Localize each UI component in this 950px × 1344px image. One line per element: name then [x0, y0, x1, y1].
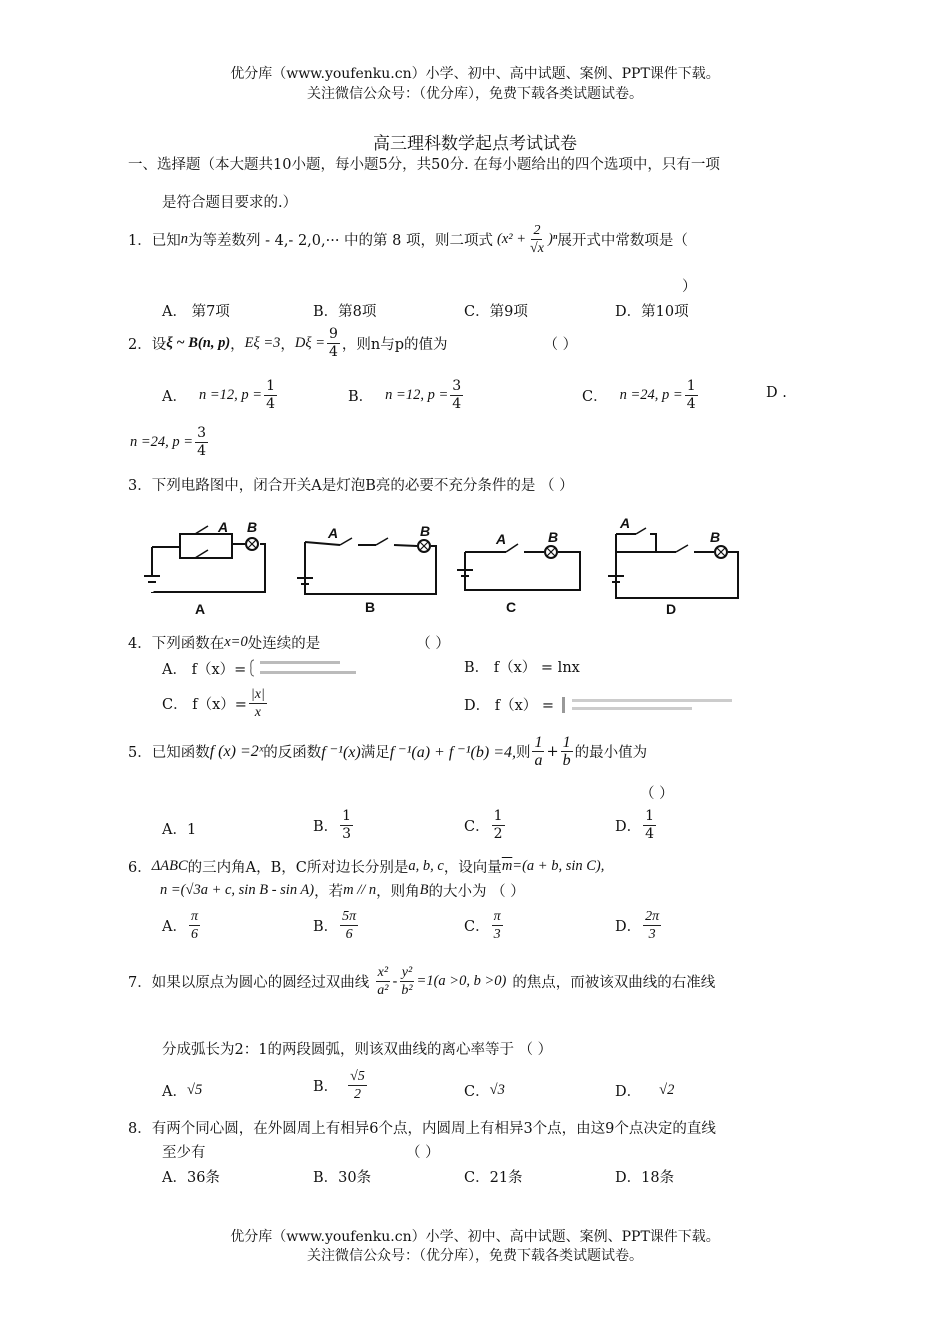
q4-option-c-den: x [254, 705, 261, 720]
q5-option-c [464, 808, 507, 843]
q2-variance-num: 9 [328, 326, 338, 342]
q8-option-c: C．21条 [464, 1170, 523, 1186]
q7-option-b-num: √5 [350, 1069, 365, 1084]
circuit-c-switch-label: A [496, 531, 507, 547]
q6-vector-m-def: =(a + b, sin C), [512, 858, 605, 874]
q2-option-a-label: A． [162, 389, 187, 405]
header-line-1: 优分库（www.youfenku.cn）小学、初中、高中试题、案例、PPT课件下载。 [230, 66, 720, 82]
q2-option-b-math: n =12, p = [385, 387, 449, 403]
q1-option-d: D．第10项 [615, 304, 689, 320]
q1-n: n [180, 231, 188, 247]
q2-option-a-num: 1 [266, 378, 275, 394]
q1-stem-b: 为等差数列 - 4,- 2,0,··· 中的第 8 项，则二项式 [187, 233, 493, 249]
q7-option-c-label: C． [464, 1084, 490, 1100]
circuit-label-b: B [365, 599, 376, 615]
q5-condition: f ⁻¹(a) + f ⁻¹(b) =4, [389, 743, 516, 761]
q4-option-c [162, 686, 269, 721]
q6-stem-f: 的大小为 （ ） [428, 884, 525, 900]
q5-frac-2-num: 1 [562, 734, 571, 751]
q5-option-b-frac [340, 808, 353, 843]
q6-stem-b: 的三内角A，B，C所对边长分别是 [187, 860, 409, 876]
q1-stem-c: 展开式中常数项是（ [557, 233, 688, 249]
q2-option-c-den: 4 [686, 396, 696, 412]
circuit-label-d: D [666, 601, 677, 617]
q2-distribution: ξ ~ B(n, p) [166, 335, 231, 351]
q2-variance-frac [327, 326, 340, 361]
q7-condition: =1(a >0, b >0) [416, 973, 507, 989]
q6-vector-n-def: n =(√3a + c, sin B - sin A) [160, 882, 315, 898]
q6-stem-a: 6． [128, 860, 152, 876]
circuit-b [297, 538, 436, 594]
q4-option-d [464, 694, 750, 715]
q8-option-b: B．30条 [313, 1170, 372, 1186]
q2-option-d [130, 425, 210, 460]
q8-option-d: D．18条 [615, 1170, 675, 1186]
q2-option-a-den: 4 [266, 396, 275, 412]
q6-option-a [162, 908, 202, 943]
q7-option-b-label: B． [313, 1079, 339, 1095]
q7-option-a [162, 1080, 202, 1101]
q6-option-c [464, 908, 505, 943]
q6-option-b-label: B． [313, 919, 339, 935]
circuit-b-switch-label: A [328, 525, 339, 541]
q2-option-d-math: n =24, p = [130, 434, 194, 450]
q8-stem-b: 至少有 [162, 1145, 206, 1161]
page-title: 高三理科数学起点考试试卷 [373, 134, 577, 154]
q1-frac-num: 2 [533, 223, 541, 238]
circuit-a-bulb-label: B [247, 519, 258, 535]
q7-frac-x-den: a² [377, 983, 389, 998]
q2-option-a-math: n =12, p = [198, 387, 263, 403]
q5-option-d-den: 4 [645, 826, 655, 842]
question-2-stem [128, 326, 577, 361]
q4-option-a-label: A． f（x）= [162, 661, 247, 678]
circuit-c-bulb-label: B [548, 529, 559, 545]
section-heading-line-1: 一、选择题（本大题共10小题，每小题5分，共50分. 在每小题给出的四个选项中，只有一项 [128, 157, 720, 173]
q5-frac-2 [561, 734, 573, 769]
q2-option-b-num: 3 [452, 378, 462, 394]
q6-option-d-frac [643, 908, 661, 943]
q6-option-d-label: D． [615, 919, 642, 935]
q2-option-a [162, 378, 279, 413]
q6-option-c-label: C． [464, 919, 490, 935]
q5-frac-1-den: a [534, 752, 543, 769]
q6-parallel: m // n [343, 882, 377, 898]
q4-option-c-frac [249, 686, 267, 721]
q4-option-b: B． f（x） = lnx [464, 660, 580, 676]
question-1-stem [128, 222, 688, 257]
q5-option-b [313, 808, 355, 843]
q7-stem-a: 7．如果以原点为圆心的圆经过双曲线 [128, 975, 370, 991]
q5-stem-a: 5．已知函数 [128, 745, 210, 761]
q1-expr: (x² + [497, 231, 527, 247]
q1-frac-den: √x [530, 241, 544, 256]
q6-stem-c: ，设向量 [443, 860, 502, 876]
q2-option-d-frac [195, 425, 208, 460]
q2-option-b [348, 378, 465, 413]
q6-option-b-den: 6 [345, 927, 353, 942]
q6-option-a-den: 6 [190, 927, 198, 942]
q5-frac-1-num: 1 [534, 734, 543, 751]
question-5-stem [128, 734, 647, 769]
q6-option-c-frac [492, 908, 503, 943]
q6-option-a-frac [189, 908, 200, 943]
q7-option-b-frac [348, 1068, 367, 1103]
q2-stem-a: 2．设 [128, 337, 167, 353]
q6-vector-m: $\overline{m}$ [501, 858, 513, 874]
q6-option-b [313, 908, 360, 943]
q5-option-d-num: 1 [645, 808, 655, 824]
q1-expr-tail: )ⁿ [547, 231, 558, 247]
q6-stem-d: ，若 [314, 884, 344, 900]
q5-frac-2-den: b [562, 752, 571, 769]
q2-option-b-frac [450, 378, 463, 413]
q8-paren: （ ） [406, 1145, 440, 1161]
q2-stem-b: ，则n与p的值为 [341, 337, 448, 353]
q4-option-d-piecewise-image [560, 695, 750, 715]
q7-frac-x-num: x² [377, 965, 389, 980]
circuit-label-c: C [506, 599, 517, 615]
q2-variance: Dξ = [294, 335, 325, 351]
q5-function: f (x) =2ˣ [209, 742, 264, 760]
q2-option-c-label: C． [582, 389, 608, 405]
q5-option-d [615, 808, 658, 843]
q5-frac-1 [532, 734, 544, 769]
q2-option-c-math: n =24, p = [619, 387, 683, 403]
q5-option-b-label: B． [313, 819, 339, 835]
q6-option-b-frac [340, 908, 358, 943]
question-3-stem: 3．下列电路图中，闭合开关A是灯泡B亮的必要不充分条件的是 （ ） [128, 478, 574, 494]
q2-option-c-frac [685, 378, 698, 413]
q4-stem-b: 处连续的是 [247, 636, 321, 652]
circuit-d-bulb-label: B [710, 529, 721, 545]
q6-option-d-den: 3 [648, 927, 656, 942]
q5-plus: + [546, 743, 559, 760]
q6-option-d [615, 908, 663, 943]
q5-inverse: f ⁻¹(x) [321, 743, 361, 761]
q7-option-d-math: √2 [659, 1082, 675, 1098]
header-line-2: 关注微信公众号：（优分库），免费下载各类试题试卷。 [307, 86, 643, 102]
q2-sep2: ， [280, 337, 295, 353]
q1-option-a: A． 第7项 [162, 304, 230, 320]
q8-option-a: A．36条 [162, 1170, 220, 1186]
q7-minus: - [392, 973, 398, 990]
circuit-b-bulb-label: B [420, 523, 431, 539]
circuit-a [144, 526, 265, 592]
q5-option-d-frac [643, 808, 656, 843]
q2-sep1: ， [230, 337, 245, 353]
q2-option-c-num: 1 [686, 378, 696, 394]
q1-option-c: C．第9项 [464, 304, 528, 320]
q6-option-a-num: π [190, 909, 198, 924]
q5-option-d-label: D． [615, 819, 642, 835]
section-heading-line-2: 是符合题目要求的.） [162, 195, 298, 211]
q6-option-c-den: 3 [493, 927, 501, 942]
q5-stem-d: 则 [515, 745, 531, 761]
q7-frac-y-den: b² [401, 983, 413, 998]
circuit-diagrams [140, 512, 760, 620]
circuit-a-switch-label: A [218, 519, 229, 535]
q2-paren: （ ） [543, 337, 578, 353]
q7-option-b-den: 2 [354, 1087, 361, 1102]
q5-stem-e: 的最小值为 [574, 745, 648, 761]
q4-option-a [162, 656, 360, 680]
q5-option-a: A．1 [162, 822, 197, 838]
q2-option-b-den: 4 [452, 396, 462, 412]
q5-option-c-frac [492, 808, 505, 843]
q2-option-d-den: 4 [197, 443, 206, 459]
q4-option-c-label: C． f（x）= [162, 697, 247, 713]
q7-frac-x [375, 964, 390, 999]
q4-stem-a: 4．下列函数在 [128, 636, 225, 652]
q7-option-a-math: √5 [186, 1082, 203, 1098]
q6-option-b-num: 5π [342, 909, 357, 924]
q5-option-c-num: 1 [493, 808, 503, 824]
q7-option-c-math: √3 [489, 1082, 505, 1098]
q6-option-a-label: A． [162, 919, 187, 935]
q4-x0: x=0 [224, 634, 248, 650]
q2-option-c [582, 378, 700, 413]
q4-option-c-num: |x| [250, 687, 265, 702]
q2-option-d-num: 3 [197, 425, 206, 441]
q4-paren: （ ） [416, 636, 450, 652]
q7-option-c [464, 1080, 505, 1101]
q2-option-d-label: D . [766, 385, 787, 401]
question-8-stem: 8．有两个同心圆，在外圆周上有相异6个点，内圆周上有相异3个点，由这9个点决定的直线 [128, 1121, 716, 1137]
q6-sides: a, b, c [408, 858, 444, 874]
q6-triangle: ΔABC [151, 858, 188, 874]
q2-option-a-frac [264, 378, 277, 413]
q6-option-c-num: π [493, 909, 501, 924]
q7-stem-b: 的焦点，而被该双曲线的右准线 [512, 975, 716, 991]
q4-option-d-label: D． f（x） = [464, 698, 555, 714]
q4-option-a-piecewise-image [250, 656, 360, 680]
q1-option-b: B．第8项 [313, 304, 377, 320]
q7-option-d-label: D． [615, 1084, 642, 1100]
q7-option-a-label: A． [162, 1084, 187, 1100]
q6-option-d-num: 2π [645, 909, 660, 924]
question-6-stem-line-2 [160, 880, 525, 901]
circuit-c [457, 544, 580, 590]
question-4-stem [128, 632, 450, 653]
q2-expectation: Eξ =3 [244, 335, 281, 351]
q2-option-b-label: B． [348, 389, 374, 405]
q1-fraction [528, 222, 546, 257]
q7-option-b [313, 1068, 369, 1103]
q7-option-d [615, 1080, 674, 1101]
circuit-d-switch-label: A [620, 515, 631, 531]
footer-line-1: 优分库（www.youfenku.cn）小学、初中、高中试题、案例、PPT课件下载。 [230, 1229, 720, 1245]
q5-stem-c: 满足 [360, 745, 390, 761]
question-7-stem [128, 964, 715, 999]
q2-variance-den: 4 [328, 344, 338, 360]
q6-stem-e: ，则角 [376, 884, 420, 900]
q5-paren: （ ） [640, 786, 674, 802]
q6-angle-b: B [419, 882, 429, 898]
q5-option-b-num: 1 [342, 808, 352, 824]
q5-option-c-label: C． [464, 819, 490, 835]
q5-option-b-den: 3 [342, 826, 352, 842]
footer-line-2: 关注微信公众号：（优分库），免费下载各类试题试卷。 [307, 1248, 643, 1264]
q5-stem-b: 的反函数 [263, 745, 322, 761]
q1-stem-a: 1．已知 [128, 233, 181, 249]
question-6-stem [128, 856, 604, 877]
circuit-label-a: A [195, 601, 206, 617]
q5-option-c-den: 2 [493, 826, 503, 842]
q1-close-paren: ） [682, 279, 697, 295]
q7-frac-y-num: y² [401, 965, 413, 980]
q7-stem-c: 分成弧长为2：1的两段圆弧，则该双曲线的离心率等于 （ ） [162, 1042, 553, 1058]
q7-frac-y [399, 964, 414, 999]
